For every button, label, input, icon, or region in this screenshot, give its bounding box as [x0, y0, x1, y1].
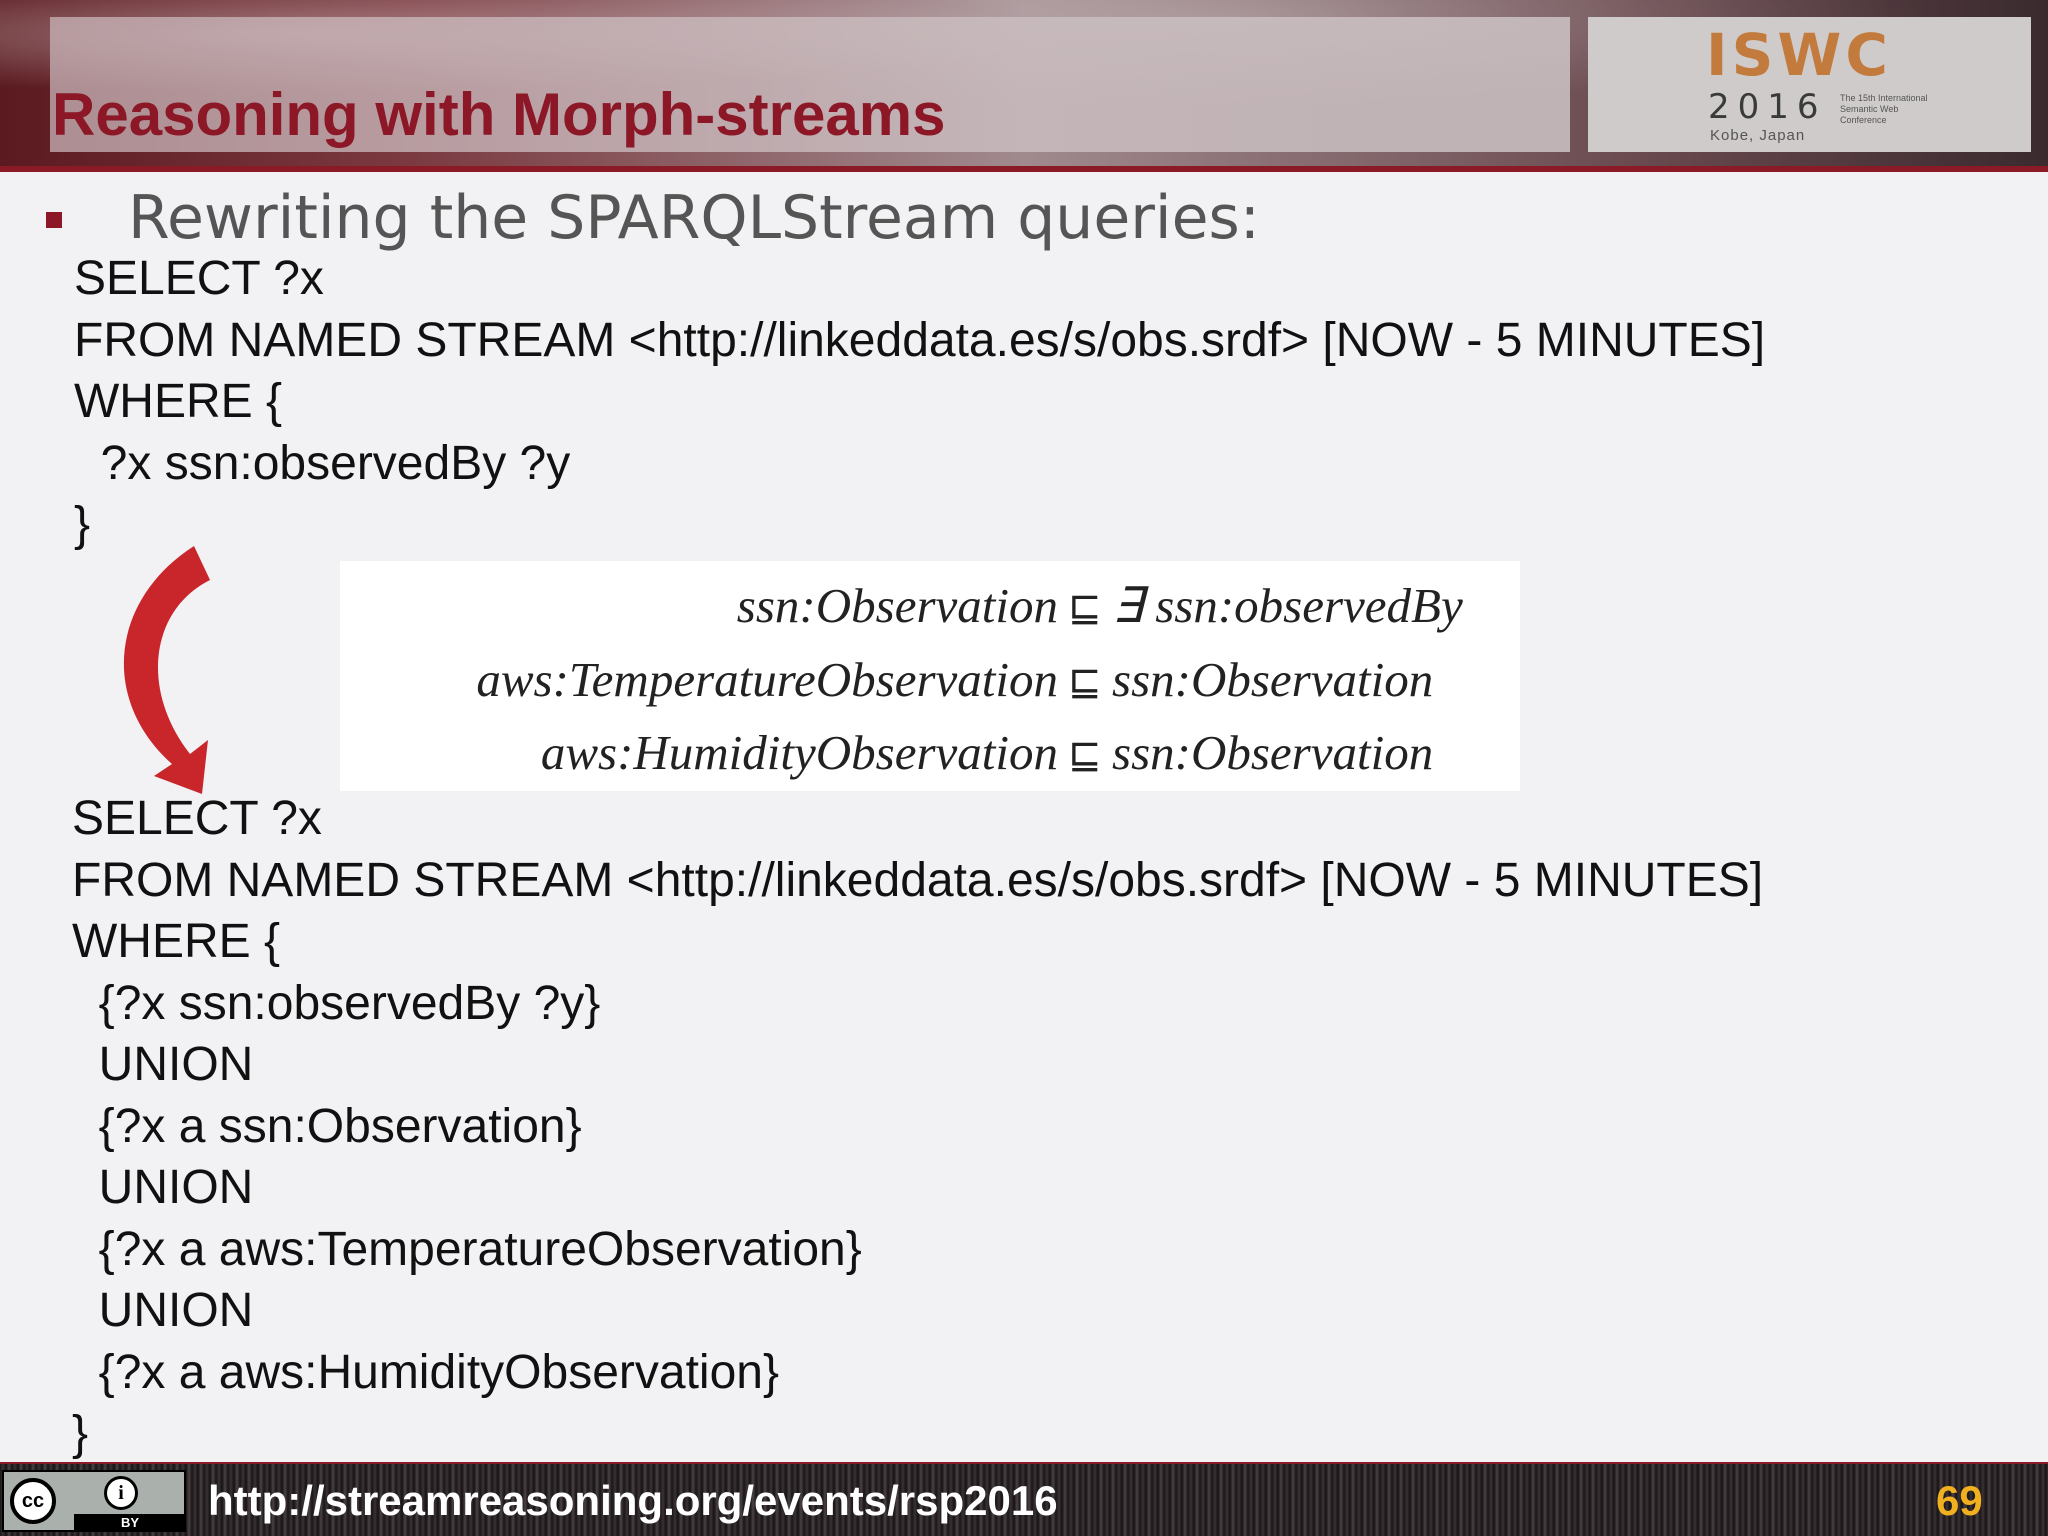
code-line: {?x a aws:TemperatureObservation}	[72, 1222, 862, 1276]
axiom-row	[340, 724, 1520, 794]
license-by-label: BY	[74, 1514, 186, 1532]
bullet-text: Rewriting the SPARQLStream queries:	[128, 183, 1260, 253]
axiom-row	[340, 651, 1520, 721]
code-line: WHERE {	[74, 375, 283, 428]
rewritten-query	[72, 788, 1763, 1465]
footer-url-link[interactable]: http://streamreasoning.org/events/rsp2016	[208, 1477, 1058, 1524]
axiom-row	[340, 577, 1520, 647]
axiom-rhs: ssn:Observation	[1112, 725, 1434, 780]
code-line: UNION	[72, 1038, 254, 1091]
bullet-square-icon	[46, 212, 62, 228]
axiom-rhs: ∃ ssn:observedBy	[1112, 578, 1463, 633]
logo-text: ISWC	[1706, 21, 1892, 89]
code-line: }	[74, 498, 91, 551]
axiom-lhs: ssn:Observation	[736, 578, 1058, 633]
header-divider	[0, 166, 2048, 172]
logo-year: 2016	[1708, 87, 1827, 127]
cc-license-badge[interactable]	[2, 1470, 186, 1532]
slide-title: Reasoning with Morph-streams	[52, 81, 946, 148]
code-line: ?x ssn:observedBy ?y	[74, 436, 571, 490]
attribution-icon: i	[104, 1476, 138, 1510]
cc-icon: cc	[10, 1478, 56, 1524]
code-line: {?x a aws:HumidityObservation}	[72, 1345, 779, 1399]
logo-location: Kobe, Japan	[1710, 127, 1806, 144]
code-line: UNION	[72, 1161, 254, 1214]
code-line: FROM NAMED STREAM <http://linkeddata.es/s/obs.srdf> [NOW - 5 MINUTES]	[74, 313, 1766, 367]
code-line: FROM NAMED STREAM <http://linkeddata.es/s/obs.srdf> [NOW - 5 MINUTES]	[72, 853, 1764, 907]
code-line: WHERE {	[72, 915, 281, 968]
conference-logo	[1588, 17, 2031, 152]
subsumption-symbol: ⊑	[1068, 659, 1102, 705]
axiom-lhs: aws:HumidityObservation	[540, 725, 1058, 780]
page-number: 69	[1936, 1477, 1983, 1524]
axiom-lhs: aws:TemperatureObservation	[476, 652, 1058, 707]
subsumption-symbol: ⊑	[1068, 585, 1102, 631]
original-query	[74, 248, 1765, 556]
code-line: UNION	[72, 1284, 254, 1337]
ontology-axioms-box	[340, 561, 1520, 791]
code-line: SELECT ?x	[74, 252, 324, 305]
curved-arrow-icon	[90, 540, 220, 800]
code-line: {?x ssn:observedBy ?y}	[72, 976, 601, 1030]
code-line: SELECT ?x	[72, 792, 322, 845]
header-banner	[0, 0, 2048, 172]
code-line: {?x a ssn:Observation}	[72, 1099, 582, 1153]
logo-tagline: The 15th International Semantic Web Conference	[1840, 93, 1928, 125]
code-line: }	[72, 1407, 89, 1460]
axiom-rhs: ssn:Observation	[1112, 652, 1434, 707]
subsumption-symbol: ⊑	[1068, 732, 1102, 778]
